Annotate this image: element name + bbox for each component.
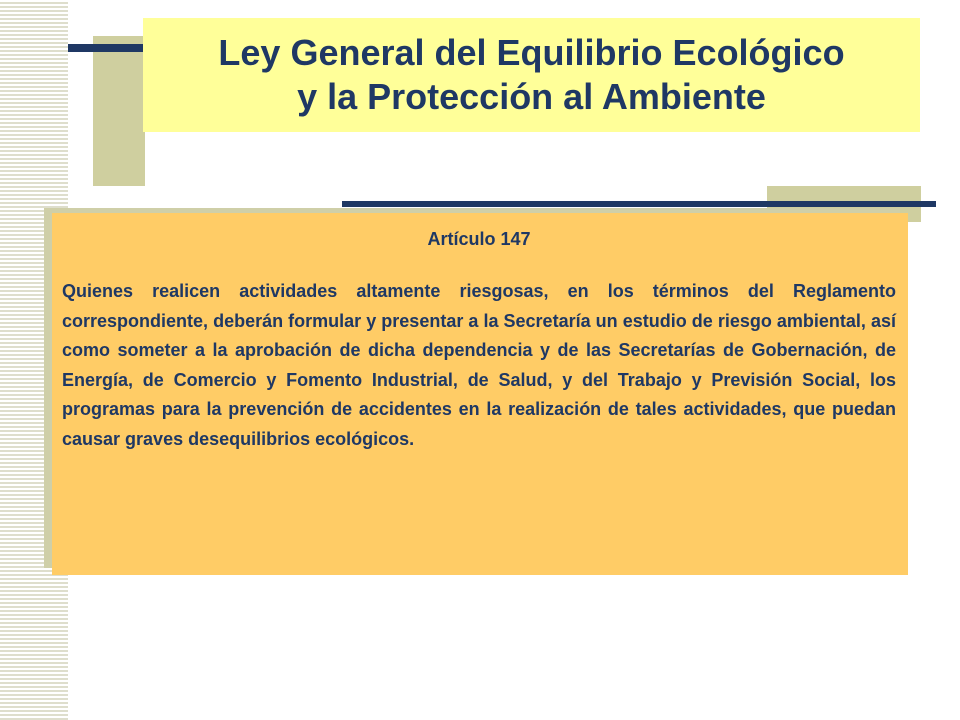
article-heading: Artículo 147 — [427, 229, 531, 249]
article-body: Quienes realicen actividades altamente riesgosas, en los términos del Reglamento correspondiente, deberán formular y presentar a la Secretaría un estudio de riesgo ambiental, así como someter a la aprobación de dicha dependencia y de las Secretarías de Gobernación, de Energía, de Comercio y Fomento Industrial, de Salud, y del Trabajo y Previsión Social, los programas para la prevención de accidentes en la realización de tales actividades, que puedan causar graves desequilibrios ecológicos. — [62, 281, 896, 449]
title-box — [143, 18, 920, 132]
slide-title-line-2: y la Protección al Ambiente — [297, 76, 766, 117]
article-card — [52, 213, 908, 575]
left-accent-block — [93, 36, 145, 186]
right-accent-line — [342, 201, 936, 207]
slide-title-line-1: Ley General del Equilibrio Ecológico — [218, 32, 845, 73]
slide-title — [218, 31, 844, 119]
